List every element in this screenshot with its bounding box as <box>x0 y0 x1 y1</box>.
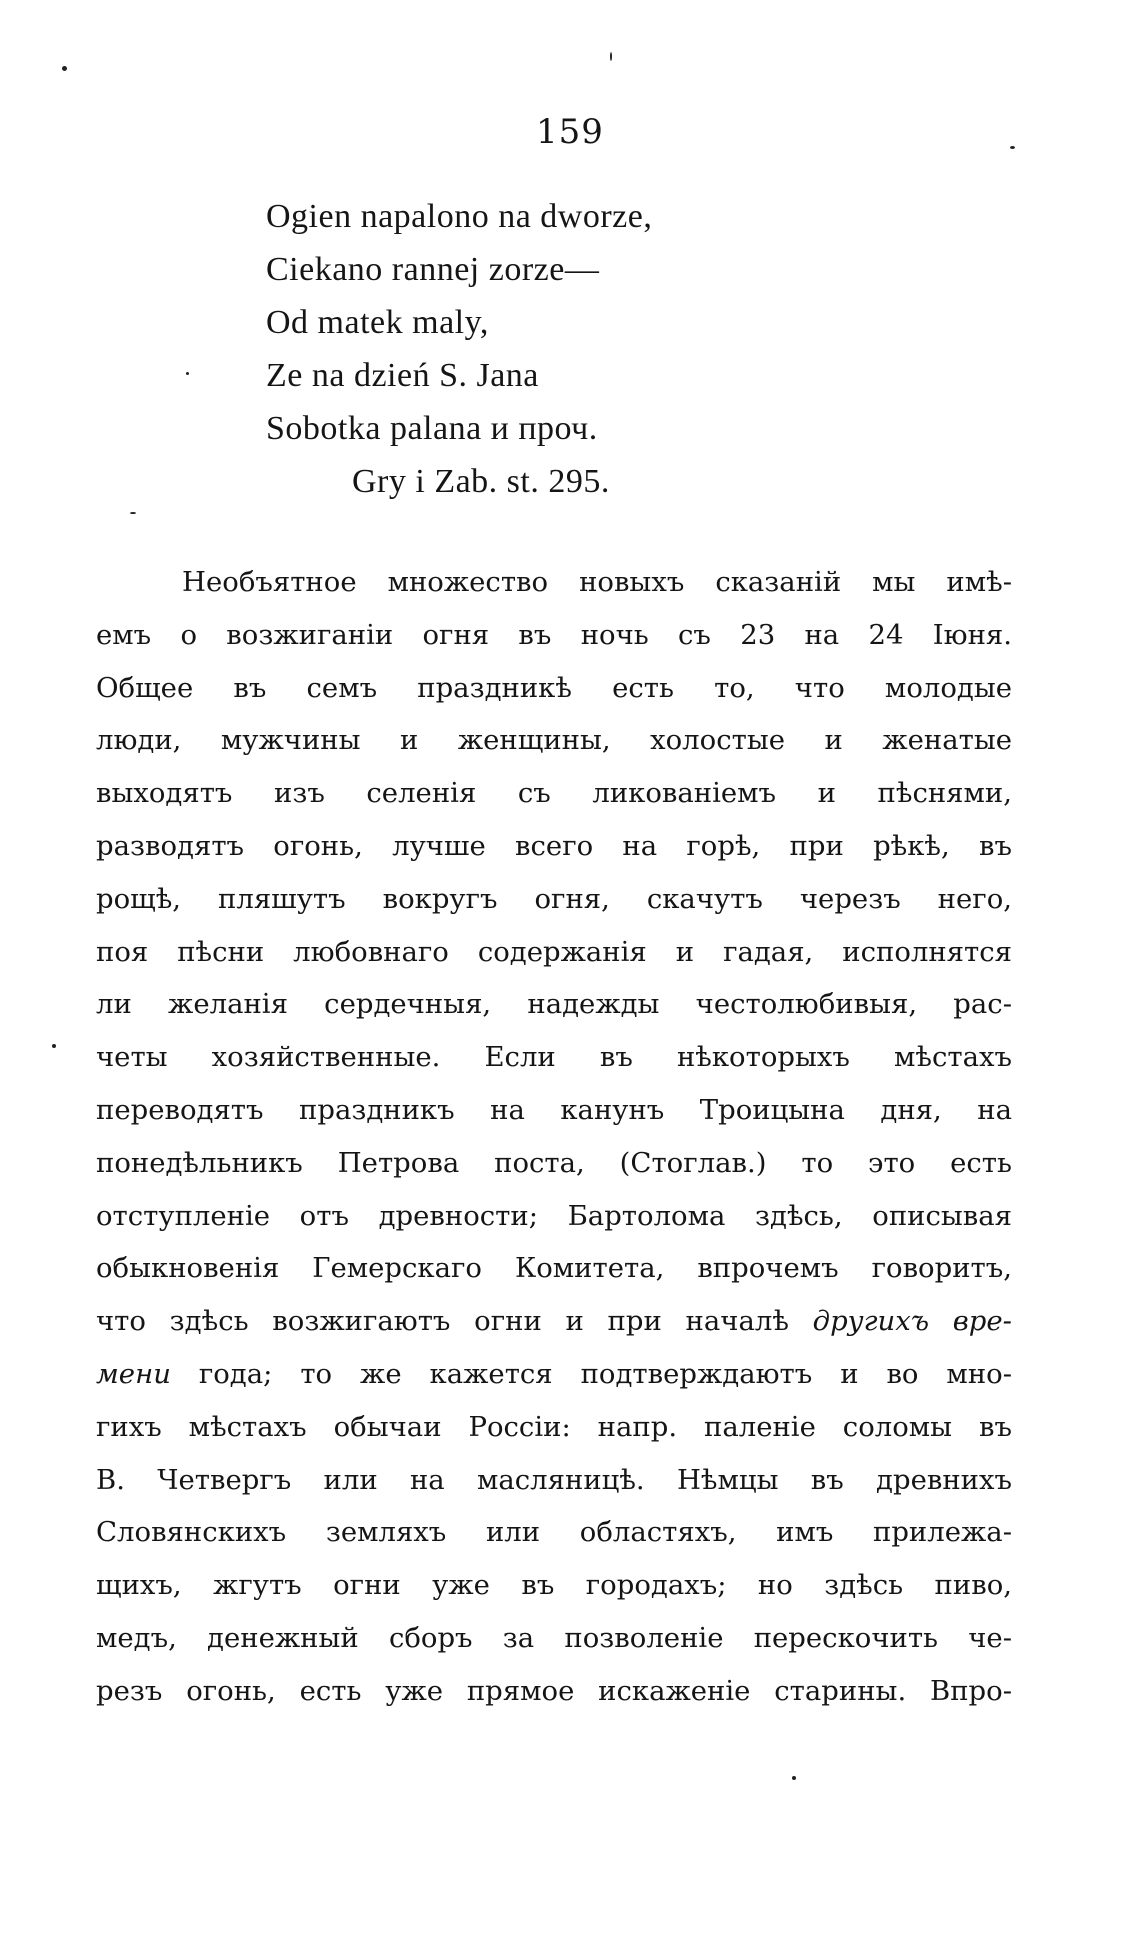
text-line: разводятъ огонь, лучше всего на горѣ, при рѣкѣ, въ <box>96 829 1012 862</box>
text-line: гихъ мѣстахъ обычаи Россіи: напр. паленіе соломы въ <box>96 1410 1012 1443</box>
text-line-mixed <box>96 1348 1012 1401</box>
page-number: 159 <box>536 112 604 152</box>
verse-line: Ze na dzień S. Jana <box>266 357 539 394</box>
text-line: Необъятное множество новыхъ сказаній мы имѣ- <box>182 566 1012 598</box>
text-line: Словянскихъ земляхъ или областяхъ, имъ прилежа- <box>96 1516 1012 1549</box>
verse-block <box>266 190 652 508</box>
scan-speck <box>52 1044 56 1048</box>
scan-speck <box>792 1776 796 1780</box>
text-line: обыкновенія Гемерскаго Комитета, впрочемъ говоритъ, <box>96 1252 1012 1285</box>
italic-segment: другихъ вре- <box>812 1305 1012 1338</box>
text-line: четы хозяйственные. Если въ нѣкоторыхъ мѣстахъ <box>96 1041 1012 1074</box>
text-line: понедѣльникъ Петрова поста, (Стоглав.) то это есть <box>96 1146 1012 1179</box>
text-line: поя пѣсни любовнаго содержанія и гадая, исполнятся <box>96 935 1012 968</box>
verse-line: Od matek maly, <box>266 304 489 341</box>
text-line: медъ, денежный сборъ за позволеніе перескочить че- <box>96 1621 1012 1654</box>
scan-speck <box>62 66 67 71</box>
verse-line: Ciekano rannej zorze— <box>266 251 600 288</box>
text-line-mixed <box>96 1295 1012 1348</box>
scan-speck <box>186 372 189 375</box>
text-segment: что здѣсь возжигаютъ огни и при началѣ <box>96 1305 789 1338</box>
verse-line: Ogien napalono na dworze, <box>266 198 653 235</box>
italic-segment: мени <box>96 1357 171 1390</box>
verse-citation: Gry i Zab. st. 295. <box>352 463 610 500</box>
text-line: отступленіе отъ древности; Бартолома здѣсь, описывая <box>96 1199 1012 1232</box>
text-line: люди, мужчины и женщины, холостые и женатые <box>96 724 1012 757</box>
text-line: выходятъ изъ селенія съ ликованіемъ и пѣснями, <box>96 777 1012 810</box>
text-line: рощѣ, пляшутъ вокругъ огня, скачутъ черезъ него, <box>96 882 1012 915</box>
scan-speck <box>130 512 136 514</box>
text-segment: года; то же кажется подтверждаютъ и во мно- <box>170 1357 1012 1390</box>
text-line: щихъ, жгутъ огни уже въ городахъ; но здѣсь пиво, <box>96 1569 1012 1602</box>
scan-speck <box>1010 146 1015 149</box>
verse-line: Sobotka palana и проч. <box>266 410 598 447</box>
text-line: ли желанія сердечныя, надежды честолюбивыя, рас- <box>96 988 1012 1021</box>
text-line: Общее въ семъ праздникѣ есть то, что молодые <box>96 671 1012 704</box>
scan-speck <box>610 52 612 61</box>
text-line: резъ огонь, есть уже прямое искаженіе старины. Впро- <box>96 1674 1012 1707</box>
text-line: переводятъ праздникъ на канунъ Троицына дня, на <box>96 1093 1012 1126</box>
body-paragraph <box>96 556 1012 1718</box>
text-line: В. Четвергъ или на масляницѣ. Нѣмцы въ древнихъ <box>96 1463 1012 1496</box>
text-line: емъ о возжиганіи огня въ ночь съ 23 на 24 Іюня. <box>96 618 1012 651</box>
